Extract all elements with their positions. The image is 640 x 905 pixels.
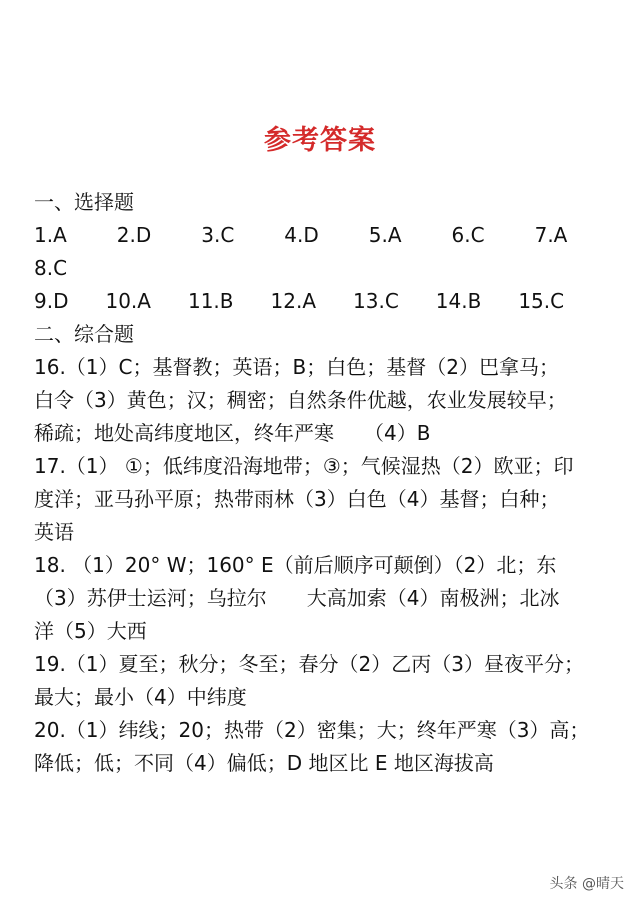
answer-item: 12.A	[270, 289, 317, 313]
answer-line: 洋（5）大西	[34, 619, 147, 643]
answer-item: 11.B	[187, 289, 234, 313]
multiple-choice-row-1	[34, 219, 624, 252]
multiple-choice-row-2	[34, 285, 624, 318]
multiple-choice-row-1-wrap: 8.C	[34, 256, 68, 280]
answer-item: 4.D	[284, 223, 319, 247]
answer-line: 最大；最小（4）中纬度	[34, 685, 247, 709]
source-watermark: 头条 @晴天	[549, 876, 624, 892]
page-title: 参考答案	[264, 125, 376, 156]
answer-line: 度洋；亚马孙平原；热带雨林（3）白色（4）基督；白种；	[34, 487, 560, 511]
answer-item: 2.D	[116, 223, 152, 247]
answer-line: （3）苏伊士运河；乌拉尔 大高加索（4）南极洲；北冰	[34, 586, 560, 610]
answer-item: 9.D	[34, 289, 69, 313]
answer-line: 20.（1）纬线；20；热带（2）密集；大；终年严寒（3）高；	[34, 718, 590, 742]
answer-item: 7.A	[534, 223, 568, 247]
answer-item: 14.B	[435, 289, 482, 313]
answer-item: 5.A	[368, 223, 402, 247]
answer-line: 白令（3）黄色；汉；稠密；自然条件优越，农业发展较早；	[34, 388, 567, 412]
answer-line: 英语	[34, 520, 74, 544]
answer-item: 15.C	[518, 289, 565, 313]
answer-line: 19.（1）夏至；秋分；冬至；春分（2）乙丙（3）昼夜平分；	[34, 652, 584, 676]
answer-line: 17.（1） ①；低纬度沿海地带；③；气候湿热（2）欧亚；印	[34, 454, 574, 478]
answer-item: 10.A	[105, 289, 151, 313]
answer-item: 1.A	[34, 223, 67, 247]
answer-line: 18. （1）20° W；160° E（前后顺序可颠倒）（2）北；东	[34, 553, 557, 577]
answer-content	[34, 186, 624, 780]
answer-item: 3.C	[201, 223, 235, 247]
answer-line: 16.（1）C；基督教；英语；B；白色；基督（2）巴拿马；	[34, 355, 559, 379]
answer-item: 13.C	[353, 289, 399, 313]
answer-item: 6.C	[451, 223, 485, 247]
answer-line: 降低；低；不同（4）偏低；D 地区比 E 地区海拔高	[34, 751, 494, 775]
section-heading-comprehensive: 二、综合题	[34, 322, 134, 346]
answer-line: 稀疏；地处高纬度地区，终年严寒 （4）B	[34, 421, 431, 445]
section-heading-multiple-choice: 一、选择题	[34, 190, 134, 214]
